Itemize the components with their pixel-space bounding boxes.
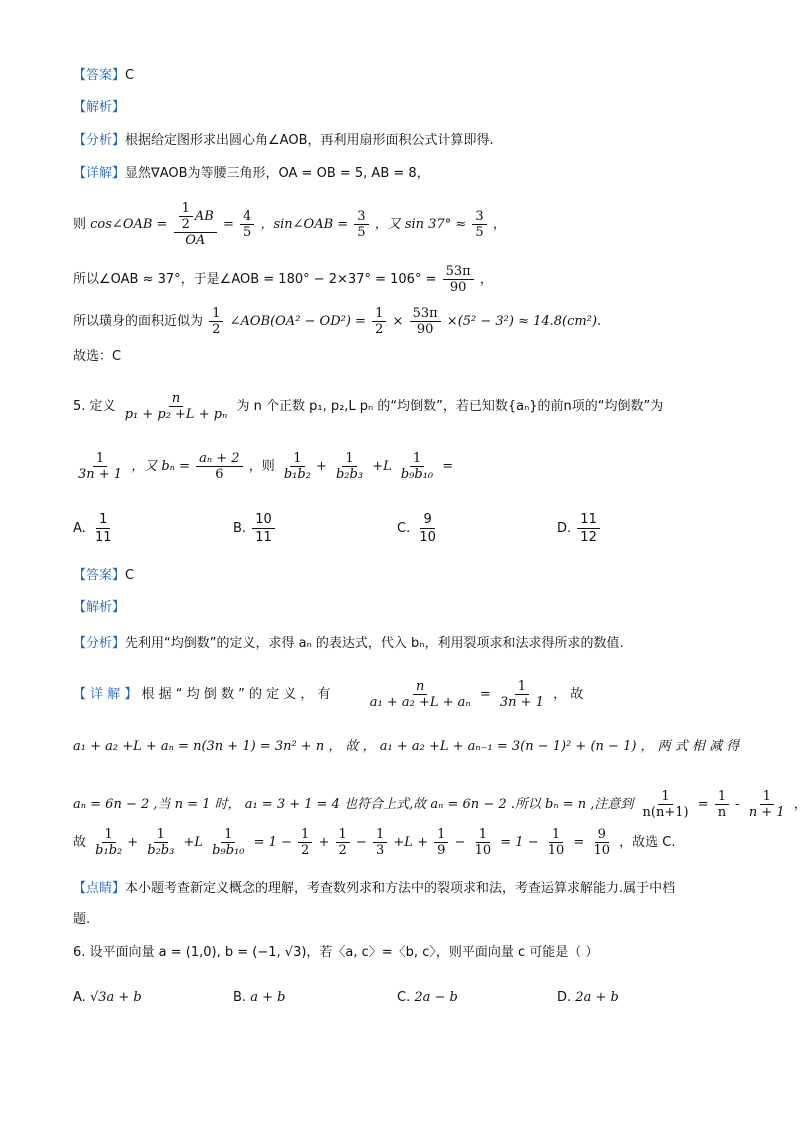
analysis-heading-q4 [73,101,125,114]
dianjing-tag: 【点睛】 [73,881,126,896]
fraction-1-n1: $\frac{1}{n + 1}$ [748,789,785,820]
detail-tag: 【详解】 [73,166,126,181]
area-expr: ∠AOB(OA² − OD²) = [229,314,366,329]
detail-line-2-q5 [73,740,739,753]
area-result: ×(5² − 3²) ≈ 14.8(cm²). [446,314,602,329]
sin-expr: ，sin∠OAB = [260,217,349,232]
text-gu: ， 故 [553,687,584,702]
dianjing-line-1 [73,882,675,895]
fraction-3-5b: $\frac{3}{5}$ [472,210,486,239]
q5-option-d[interactable]: D. $\frac{11}{12}$ [557,512,602,545]
choose-text: ，故选 C. [619,835,676,850]
detail-text-2: a₁ + a₂ +L + aₙ = n(3n + 1) = 3n² + n ， 故 ， a₁ + a₂ +L + aₙ₋₁ = 3(n − 1)² + (n − 1) ， 两 式 相 减 得 [73,739,740,754]
q6-option-b[interactable]: B. a + b [233,990,286,1005]
analysis-tag: 【解析】 [73,600,126,615]
answer-value: C [125,568,135,583]
detail-text-1: 显然∇AOB为等腰三角形，OA = OB = 5, AB = 8， [125,166,430,181]
cos-expr: cos∠OAB = [90,217,168,232]
fraction-def-2: $\frac{n}{\text{a₁ + a₂ +L + aₙ}}$ [369,679,471,710]
q6-stem [73,946,598,959]
fraction-1-n: $\frac{1}{n}$ [715,790,729,819]
q6-option-d[interactable]: D. 2a + b [557,990,619,1005]
answer-tag: 【答案】 [73,68,126,83]
equals: = [222,217,234,232]
q5-option-c[interactable]: C. $\frac{9}{10}$ [397,512,436,545]
fraction-1-nn1: $\frac{1}{n(n+1)}$ [642,789,689,820]
q6-option-c[interactable]: C. 2a − b [397,990,458,1005]
comma: ， [479,272,493,287]
comma: ， [492,217,506,232]
detail-text-3: aₙ = 6n − 2 ,当 n = 1 时， a₁ = 3 + 1 = 4 也符合上式,故 aₙ = 6n − 2 .所以 bₙ = n ,注意到 [73,797,634,812]
fraction-cos: $\frac{1}{2}$ AB OA [174,202,217,247]
detail-text-4: 所以璜身的面积近似为 [73,314,204,329]
fenxi-tag: 【分析】 [73,133,126,148]
text-ze: 则 [73,217,87,232]
fraction-bn: $\frac{\text{aₙ + 2}}{6}$ [196,452,242,481]
fraction-4-5: $\frac{4}{5}$ [240,210,254,239]
q5-stem-line-2: $\frac{1}{3n + 1}$ ，又 bₙ = $\frac{\text{aₙ + 2}}{6}$ ，则 $\frac{1}{\text{b₁b₂}}$ + $\frac{1}{\text{b₂b₃}}$ +L $\frac{1}{\text{b₉b₁₀}}$ = [73,452,453,481]
sum-dots: +L [372,459,392,474]
dianjing-text-2: 题. [73,912,91,927]
answer-tag: 【答案】 [73,568,126,583]
detail-line-3-q5: aₙ = 6n − 2 ,当 n = 1 时， a₁ = 3 + 1 = 4 也符合上式,故 aₙ = 6n − 2 .所以 bₙ = n ,注意到 $\frac{1}{n(n+1)}$ = $\frac{1}{n}$ - $\frac{1}{n + 1}$ ， [73,789,807,820]
fraction-53pi: $\frac{53\pi}{90}$ [443,265,474,294]
choose-text: 故选：C [73,349,122,364]
detail-line-1-q5: 【 详 解 】 根 据 “ 均 倒 数 ” 的 定 义 ， 有 $\frac{n}{\text{a₁ + a₂ +L + aₙ}}$ = $\frac{1}{3n + 1}$ ， 故 [73,679,584,710]
text-ze: ，则 [248,459,275,474]
answer-line-q4 [73,69,134,82]
fraction-b1b2: $\frac{1}{\text{b₁b₂}}$ [283,451,311,482]
analysis-tag: 【解析】 [73,100,126,115]
sin37-expr: ，又 sin 37° ≈ [374,217,467,232]
equals: = [442,459,454,474]
choose-line-q4 [73,350,121,363]
fraction-b9b10: $\frac{1}{\text{b₉b₁₀}}$ [400,451,434,482]
fraction-half: $\frac{1}{2}$ [179,202,193,231]
bn-def: ，又 bₙ = [131,459,190,474]
answer-value: C [125,68,135,83]
q6-stem-text: 6. 设平面向量 a = (1,0), b = (−1, √3)，若〈a, c〉=〈b, c〉，则平面向量 c 可能是（ ） [73,945,599,960]
q5-stem-text: 为 n 个正数 p₁, p₂,L pₙ 的“均倒数”，若已知数{aₙ}的前n项的“均倒数”为 [236,399,664,414]
detail-text-3: 所以∠OAB ≈ 37°，于是∠AOB = 180° − 2×37° = 106° = [73,272,437,287]
text-gu: 故 [73,835,87,850]
fenxi-tag: 【分析】 [73,636,126,651]
q5-number: 5. 定义 [73,399,116,414]
detail-line-1-q4 [73,167,430,180]
dianjing-text: 本小题考查新定义概念的理解，考查数列求和方法中的裂项求和法，考查运算求解能力.属于中档 [125,881,676,896]
fraction-53pi-2: $\frac{53\pi}{90}$ [410,307,441,336]
detail-line-4-q4: 所以璜身的面积近似为 $\frac{1}{2}$ ∠AOB(OA² − OD²) = $\frac{1}{2}$ × $\frac{53\pi}{90}$ ×(5² − 3²) ≈ 14.8(cm²). [73,306,602,337]
dianjing-line-2 [73,913,90,926]
detail-text-1: 根 据 “ 均 倒 数 ” 的 定 义 ， 有 [141,687,331,702]
fraction-def: $\frac{n}{\text{p₁ + p₂ +L + pₙ}}$ [124,391,228,422]
fraction-1-3n1: $\frac{1}{3n + 1}$ [499,679,544,710]
analysis-heading-q5 [73,601,125,614]
q5-option-a[interactable]: A. $\frac{1}{11}$ [73,512,112,545]
fenxi-line-q4 [73,134,494,147]
detail-line-2-q4 [73,202,506,247]
fraction-half-2: $\frac{1}{2}$ [209,307,223,336]
q5-option-b[interactable]: B. $\frac{10}{11}$ [233,512,277,545]
fraction-b2b3: $\frac{1}{\text{b₂b₃}}$ [335,451,364,482]
fraction-given: $\frac{1}{3n + 1}$ [78,451,123,482]
fenxi-line-q5 [73,637,624,650]
detail-line-3-q4 [73,265,493,294]
q5-stem-line-1 [73,392,663,421]
fraction-3-5: $\frac{3}{5}$ [354,210,368,239]
fraction-half-3: $\frac{1}{2}$ [372,307,386,336]
fenxi-text: 先利用“均倒数”的定义，求得 aₙ 的表达式，代入 bₙ，利用裂项求和法求得所求的数值. [125,636,624,651]
q6-option-a[interactable]: A. √3a + b [73,990,142,1005]
detail-tag: 【 详 解 】 [73,687,138,702]
answer-line-q5 [73,569,134,582]
detail-line-4-q5: 故 $\frac{1}{\text{b₁b₂}}$ + $\frac{1}{\text{b₂b₃}}$ +L $\frac{1}{\text{b₉b₁₀}}$ = 1 − $\frac{1}{2}$ + $\frac{1}{2}$ − $\frac{1}{3}$ +L + $\frac{1}{9}$ − $\frac{1}{10}$ = 1 − $\frac{1}{10}$ = $\frac{9}{10}$ ，故选 C. [73,827,676,858]
fenxi-text: 根据给定图形求出圆心角∠AOB，再利用扇形面积公式计算即得. [125,133,494,148]
